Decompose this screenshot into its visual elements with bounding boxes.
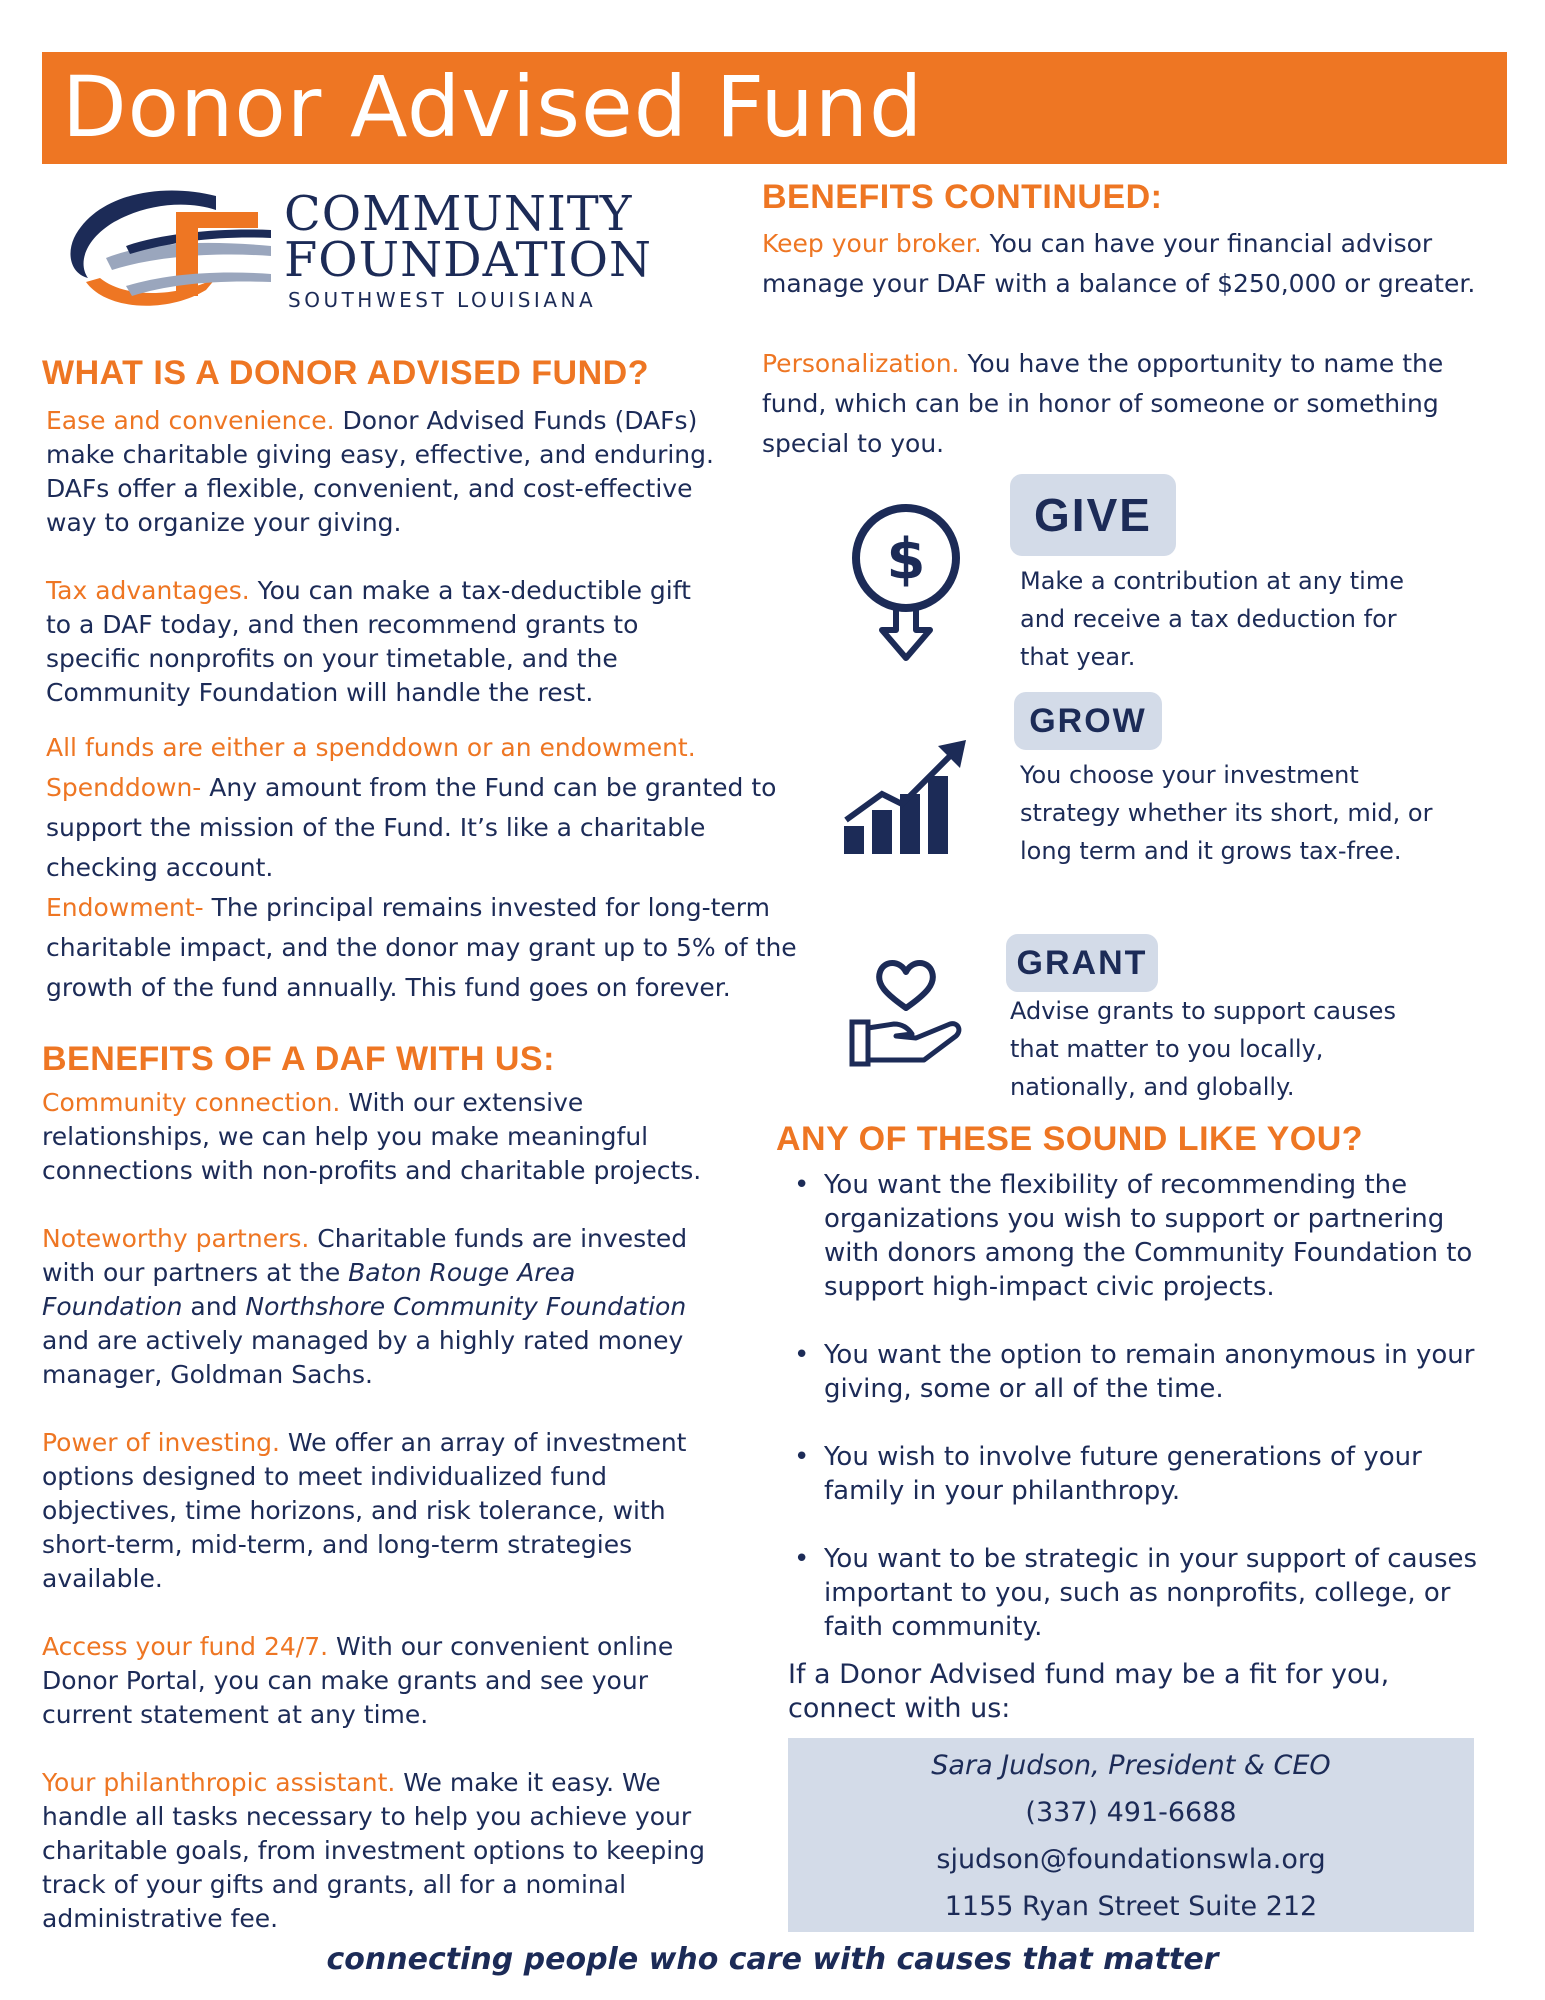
benefit-community bbox=[42, 1086, 732, 1188]
community-text: With our extensive relationships, we can help you make meaningful connections with non-profits and charitable projects. bbox=[42, 1088, 702, 1185]
heart-hand-icon bbox=[846, 956, 966, 1076]
benefits-heading: BENEFITS OF A DAF WITH US: bbox=[42, 1040, 555, 1078]
endowment-lead: Endowment- bbox=[46, 893, 204, 922]
give-text: Make a contribution at any time and receive a tax deduction for that year. bbox=[1020, 567, 1404, 671]
benefit-partners bbox=[42, 1222, 722, 1392]
benefit-broker bbox=[762, 224, 1502, 304]
what-is-heading: WHAT IS A DONOR ADVISED FUND? bbox=[42, 354, 649, 392]
what-is-tax bbox=[46, 574, 706, 710]
benefit-investing bbox=[42, 1426, 722, 1596]
benefit-assistant bbox=[42, 1766, 732, 1936]
contact-box bbox=[788, 1738, 1474, 1932]
benefits-continued-heading: BENEFITS CONTINUED: bbox=[762, 178, 1163, 216]
list-item: • You want the flexibility of recommending the organizations you wish to support or partnering with donors among the Community Foundation to support high-impact civic projects. bbox=[790, 1168, 1480, 1304]
logo-line-2: FOUNDATION bbox=[284, 232, 652, 288]
list-item: • You want to be strategic in your support of causes important to you, such as nonprofits, college, or faith community. bbox=[790, 1542, 1480, 1644]
endowment-text: The principal remains invested for long-term charitable impact, and the donor may grant up to 5% of the growth of the fund annually. This fund goes on forever. bbox=[46, 893, 797, 1002]
connect-text: If a Donor Advised fund may be a fit for you, connect with us: bbox=[788, 1659, 1390, 1724]
tax-lead: Tax advantages. bbox=[46, 576, 250, 605]
logo-line-1: COMMUNITY bbox=[284, 186, 633, 242]
what-is-ease bbox=[46, 404, 716, 540]
benefit-personalization bbox=[762, 344, 1482, 464]
what-is-fund-types bbox=[46, 728, 806, 1008]
personalization-lead: Personalization. bbox=[762, 349, 960, 378]
contact-email[interactable]: sjudson@foundationswla.org bbox=[936, 1844, 1326, 1875]
growth-chart-icon bbox=[838, 736, 978, 856]
partners-text-1: Charitable funds are invested with our partners at the bbox=[42, 1224, 688, 1287]
assistant-text: We make it easy. We handle all tasks necessary to help you achieve your charitable goals, from investment options to keeping track of your gifts and grants, all for a nominal administrative fee. bbox=[42, 1768, 705, 1933]
investing-lead: Power of investing. bbox=[42, 1428, 280, 1457]
svg-text:$: $ bbox=[886, 527, 926, 592]
spenddown-lead: Spenddown- bbox=[46, 773, 202, 802]
contact-name: Sara Judson, President & CEO bbox=[931, 1750, 1331, 1781]
fund-types-lead: All funds are either a spenddown or an endowment. bbox=[46, 733, 696, 762]
tagline: connecting people who care with causes that matter bbox=[326, 1942, 1219, 1977]
logo bbox=[66, 186, 666, 316]
page-title: Donor Advised Fund bbox=[62, 58, 924, 156]
grow-pill: GROW bbox=[1014, 692, 1162, 750]
partners-lead: Noteworthy partners. bbox=[42, 1224, 310, 1253]
list-item: • You want the option to remain anonymous in your giving, some or all of the time. bbox=[790, 1338, 1480, 1406]
ease-lead: Ease and convenience. bbox=[46, 406, 335, 435]
contact-address: 1155 Ryan Street Suite 212 bbox=[944, 1891, 1318, 1922]
assistant-lead: Your philanthropic assistant. bbox=[42, 1768, 396, 1797]
sound-like-you-list bbox=[790, 1168, 1480, 1644]
broker-text: You can have your financial advisor manage your DAF with a balance of $250,000 or greater. bbox=[762, 229, 1476, 298]
partners-italic-2: Northshore Community Foundation bbox=[245, 1292, 687, 1321]
cf-logo-mark-icon bbox=[66, 186, 276, 314]
partners-italic-1: Baton Rouge Area Foundation bbox=[42, 1258, 576, 1321]
access-text: With our convenient online Donor Portal, you can make grants and see your current statement at any time. bbox=[42, 1632, 674, 1729]
grant-pill: GRANT bbox=[1006, 934, 1158, 992]
investing-text: We offer an array of investment options designed to meet individualized fund objectives, time horizons, and risk tolerance, with short-term, mid-term, and long-term strategies available. bbox=[42, 1428, 687, 1593]
broker-lead: Keep your broker. bbox=[762, 229, 982, 258]
personalization-text: You have the opportunity to name the fund, which can be in honor of someone or something special to you. bbox=[762, 349, 1444, 458]
contact-phone[interactable]: (337) 491-6688 bbox=[1025, 1797, 1237, 1828]
partners-text-3: and are actively managed by a highly rated money manager, Goldman Sachs. bbox=[42, 1326, 684, 1389]
access-lead: Access your fund 24/7. bbox=[42, 1632, 329, 1661]
logo-line-3: SOUTHWEST LOUISIANA bbox=[288, 288, 597, 312]
dollar-coin-icon bbox=[846, 502, 966, 662]
grant-text: Advise grants to support causes that matter to you locally, nationally, and globally. bbox=[1010, 997, 1396, 1101]
grow-text: You choose your investment strategy whether its short, mid, or long term and it grows tax-free. bbox=[1020, 761, 1433, 865]
benefit-access bbox=[42, 1630, 722, 1732]
community-lead: Community connection. bbox=[42, 1088, 341, 1117]
partners-text-2: and bbox=[182, 1292, 246, 1321]
spenddown-text: Any amount from the Fund can be granted to support the mission of the Fund. It’s like a charitable checking account. bbox=[46, 773, 777, 882]
sound-like-you-heading: ANY OF THESE SOUND LIKE YOU? bbox=[776, 1120, 1364, 1158]
tax-text: You can make a tax-deductible gift to a DAF today, and then recommend grants to specific nonprofits on your timetable, and the Community Foundation will handle the rest. bbox=[46, 576, 691, 707]
list-item: • You wish to involve future generations of your family in your philanthropy. bbox=[790, 1440, 1480, 1508]
ease-text: Donor Advised Funds (DAFs) make charitable giving easy, effective, and enduring. DAFs offer a flexible, convenient, and cost-effective way to organize your giving. bbox=[46, 406, 714, 537]
give-pill: GIVE bbox=[1010, 474, 1176, 556]
